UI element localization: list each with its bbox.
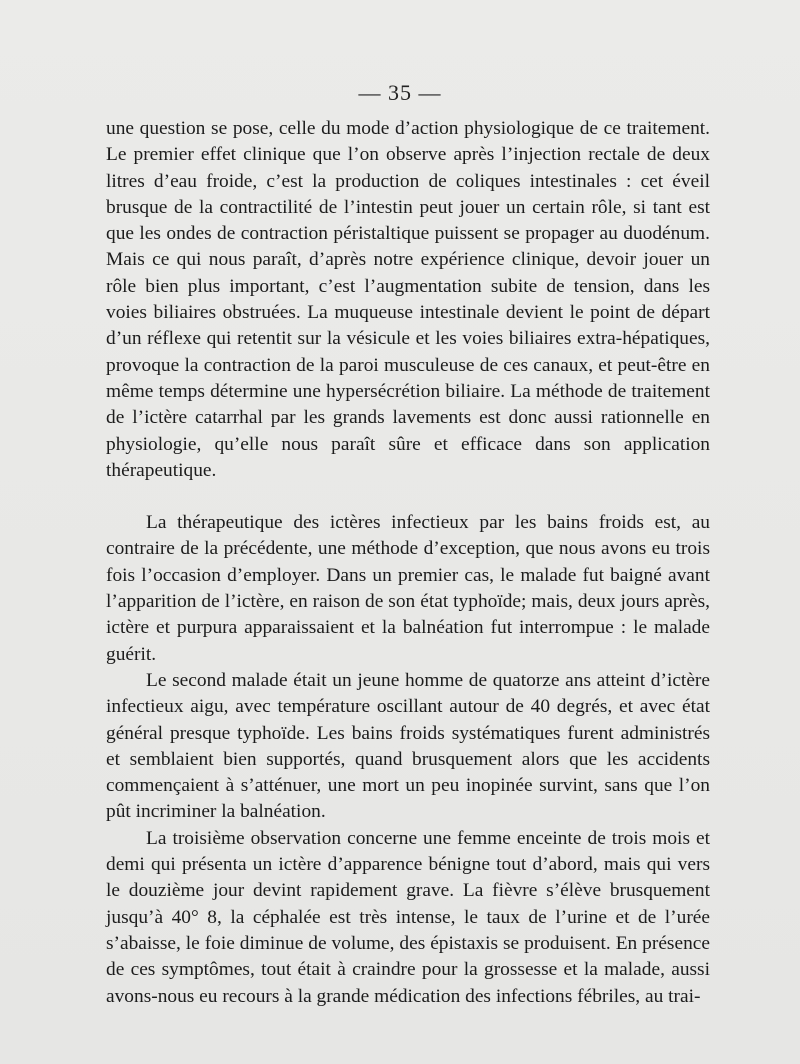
paragraph-cold-baths: La thérapeutique des ictères infectieux par les bains froids est, au contraire de la précédente, une méthode d’exception, que nous avons eu trois fois l’occasion d’employer. Dans un premier cas, le malade fut baigné avant l’apparition de l’ictère, en raison de son état typhoïde; mais, deux jours après, ictère et purpura apparaissaient et la balnéation fut interrompue : le malade guérit.	[106, 512, 710, 665]
paragraph-second-patient: Le second malade était un jeune homme de quatorze ans atteint d’ictère infectieux aigu, avec température oscillant autour de 40 degrés, et avec état général presque typhoïde. Les bains froids systématiques furent administrés et semblaient bien supportés, quand brusquement alors que les accidents commençaient à s’atténuer, une mort un peu inopinée survint, sans que l’on pût incriminer la balnéation.	[106, 669, 710, 823]
paragraph-treatment-mechanism: une question se pose, celle du mode d’action physiologique de ce traitement. Le premier effet clinique que l’on observe après l’injection rectale de deux litres d’eau froide, c’est la production de coliques intestinales : cet éveil brusque de la contractilité de l’intestin peut jouer un certain rôle, si tant est que les ondes de contraction péristaltique puissent se propager au duodénum. Mais ce qui nous paraît, d’après notre expérience clinique, devoir jouer un rôle bien plus important, c’est l’augmentation subite de tension, dans les voies biliaires obstruées. La muqueuse intestinale devient le point de départ d’un réflexe qui retentit sur la vésicule et les voies biliaires extra-hépatiques, provoque la contraction de la paroi musculeuse de ces canaux, et peut-être en même temps détermine une hypersécrétion biliaire. La méthode de traitement de l’ictère catarrhal par les grands lavements est donc aussi rationnelle en physiologie, qu’elle nous paraît sûre et efficace dans son application thérapeutique.	[106, 118, 710, 481]
body-text	[106, 116, 710, 1010]
page-number: — 35 —	[358, 80, 442, 105]
paragraph-third-observation: La troisième observation concerne une femme enceinte de trois mois et demi qui présenta un ictère d’apparence bénigne tout d’abord, mais qui vers le douzième jour devint rapidement grave. La fièvre s’élève brusquement jusqu’à 40° 8, la céphalée est très intense, le taux de l’urine et de l’urée s’abaisse, le foie diminue de volume, des épistaxis se produisent. En présence de ces symptômes, tout était à craindre pour la grossesse et la malade, aussi avons-nous eu recours à la grande médication des infections fébriles, au trai-	[106, 827, 710, 1007]
paragraph-spacer	[106, 484, 710, 510]
